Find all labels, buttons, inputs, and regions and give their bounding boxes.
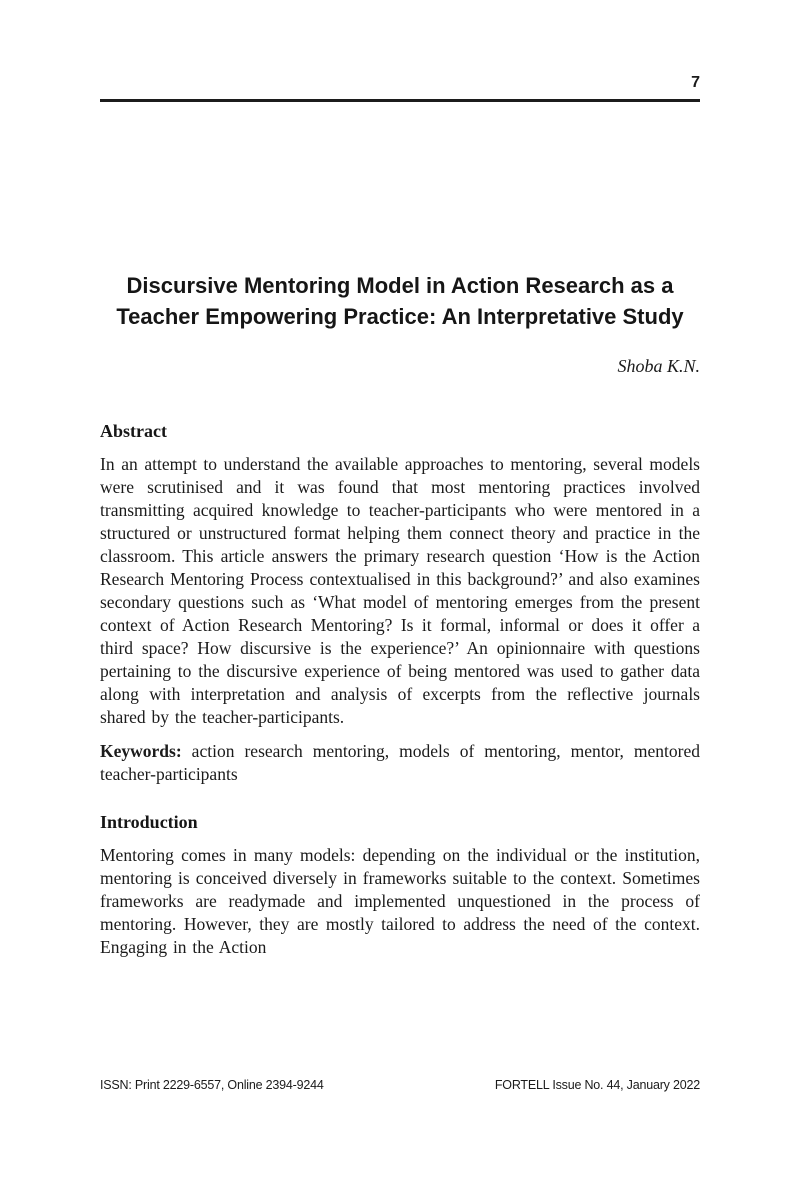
footer-issue: FORTELL Issue No. 44, January 2022 (494, 1078, 700, 1092)
page-number: 7 (691, 74, 700, 91)
author-name: Shoba K.N. (617, 356, 700, 376)
page-content (100, 0, 700, 959)
footer-issn: ISSN: Print 2229-6557, Online 2394-9244 (100, 1078, 324, 1092)
introduction-text: Mentoring comes in many models: depending on the individual or the institution, mentoring is conceived diversely in frameworks suitable to the context. Sometimes frameworks are readymade and implemented unquestioned in the process of mentoring. However, they are mostly tailored to address the need of the context. Engaging in the Action (100, 845, 700, 957)
abstract-heading: Abstract (100, 421, 167, 441)
introduction-heading: Introduction (100, 812, 198, 832)
page-footer (100, 1078, 700, 1092)
keywords-line (100, 740, 700, 786)
article-title: Discursive Mentoring Model in Action Research as a Teacher Empowering Practice: An Interpretative Study (116, 273, 684, 329)
abstract-text: In an attempt to understand the available approaches to mentoring, several models were scrutinised and it was found that most mentoring practices involved transmitting acquired knowledge to teacher-participants who were mentored in a structured or unstructured format helping them connect theory and practice in the classroom. This article answers the primary research question ‘How is the Action Research Mentoring Process contextualised in this background?’ and also examines secondary questions such as ‘What model of mentoring emerges from the present context of Action Research Mentoring? Is it formal, informal or does it offer a third space? How discursive is the experience?’ An opinionnaire with questions pertaining to the discursive experience of being mentored was used to gather data along with interpretation and analysis of excerpts from the reflective journals shared by the teacher-participants. (100, 454, 700, 727)
keywords-label: Keywords: (100, 741, 182, 761)
keywords-text: action research mentoring, models of mentoring, mentor, mentored teacher-participants (100, 741, 700, 784)
header-rule (100, 99, 700, 102)
